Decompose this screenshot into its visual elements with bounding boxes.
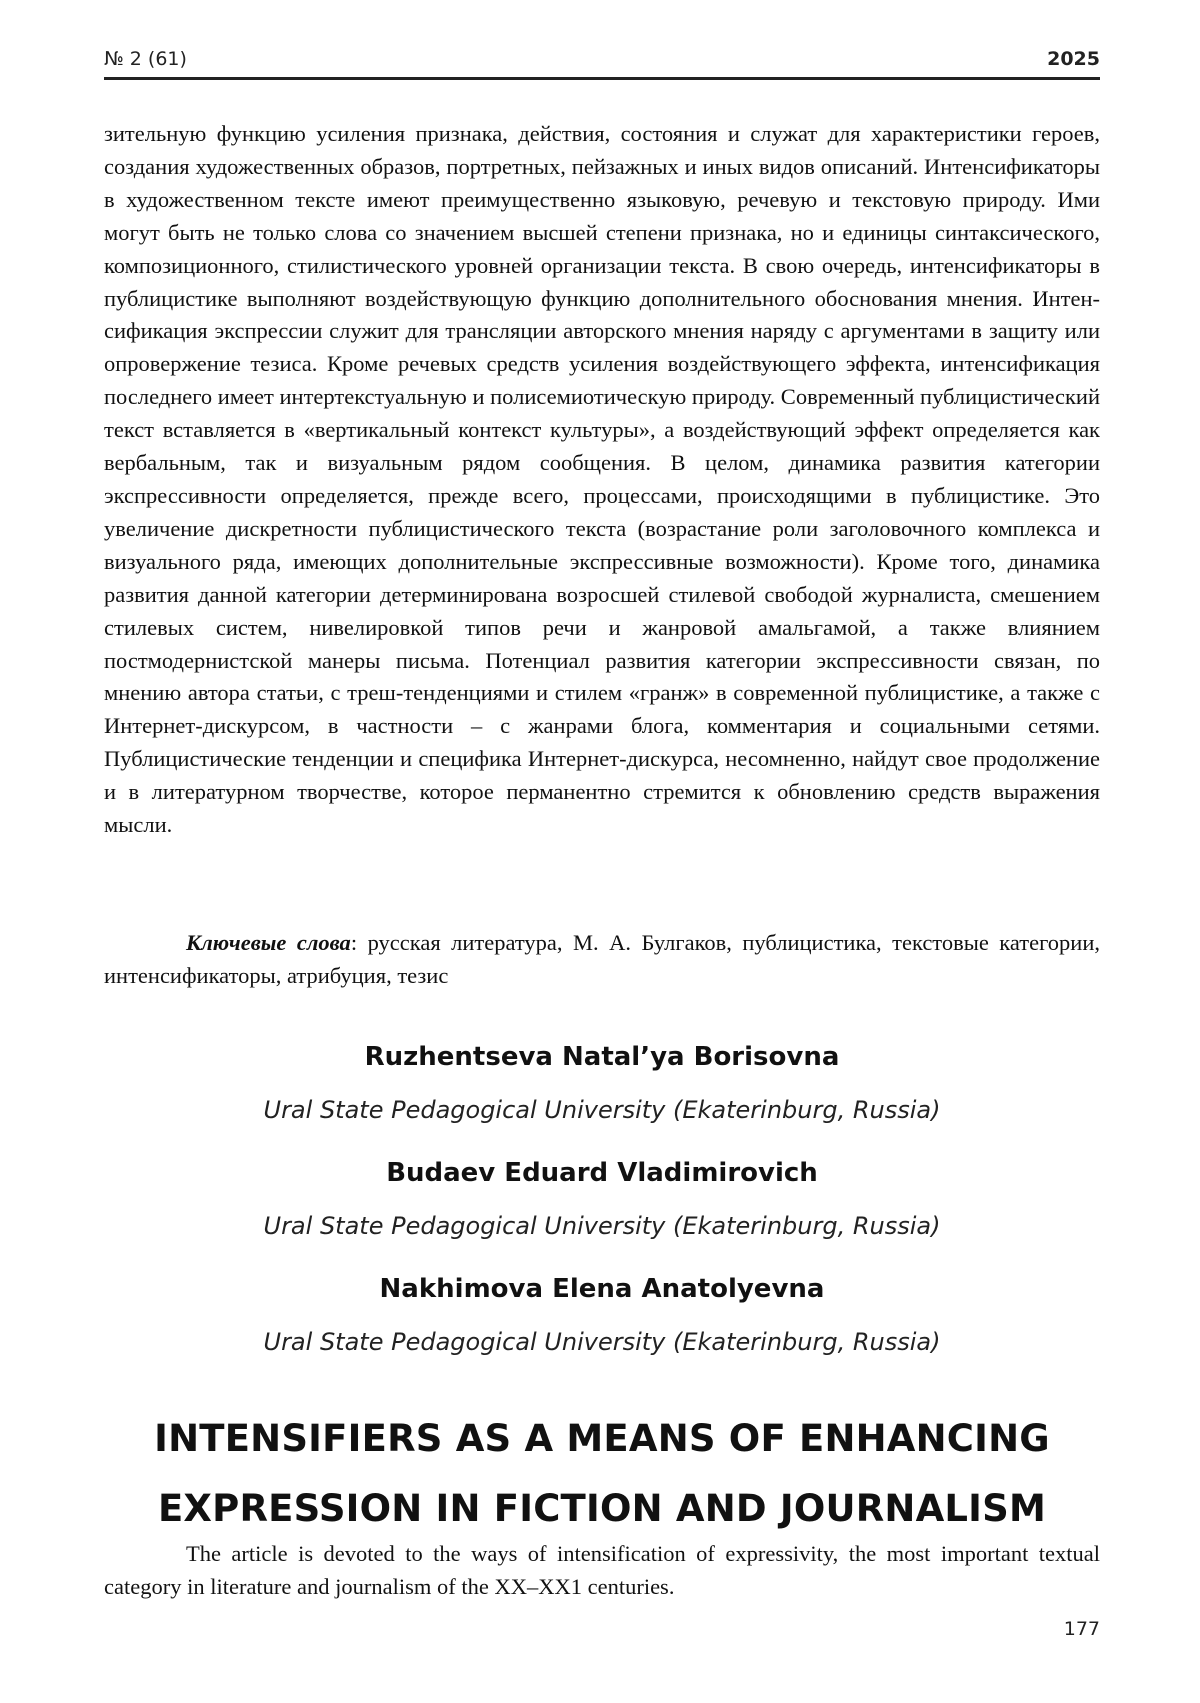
- abstract-paragraph: The article is devoted to the ways of intensification of expressivity, the most important textual category in literature and journalism of the XX–XX1 centuries.: [104, 1541, 1100, 1599]
- keywords-block: [104, 926, 1100, 992]
- page-number: 177: [1063, 1618, 1100, 1640]
- publication-year: 2025: [1047, 48, 1100, 70]
- author-affiliation: Ural State Pedagogical University (Ekaterinburg, Russia): [263, 1096, 941, 1124]
- author-name: Budaev Eduard Vladimirovich: [386, 1158, 818, 1188]
- header-rule: [104, 77, 1100, 80]
- author-affiliation: Ural State Pedagogical University (Ekaterinburg, Russia): [263, 1212, 941, 1240]
- author-name: Ruzhentseva Natal’ya Borisovna: [364, 1042, 840, 1072]
- issue-number: № 2 (61): [104, 48, 187, 70]
- keywords-text: русская литература, М. А. Булгаков, публицистика, текстовые категории, интенсификаторы, атрибуция, тезис: [104, 930, 1100, 988]
- article-title: [104, 1404, 1100, 1544]
- author-name: Nakhimova Elena Anatolyevna: [379, 1274, 825, 1304]
- keywords-separator: :: [350, 930, 358, 955]
- english-abstract: [104, 1537, 1100, 1603]
- running-header: [104, 48, 1100, 78]
- body-paragraph: зительную функцию усиления признака, действия, состояния и служат для характеристики героев, создания художественных образов, портретных, пейзажных и иных видов описаний. Интенсификаторы в художественном тексте имеют преимущественно языковую, речевую и текстовую природу. Ими могут быть не только слова со значением высшей степени признака, но и единицы синтаксического, композиционного, стилистического уровней организации текста. В свою очередь, интенсификаторы в публицистике выполняют воздействующую функцию дополнительного обоснования мнения. Интенсификация экспрессии служит для трансляции авторского мнения наряду с аргументами в защиту или опровержение тезиса. Кроме речевых средств усиления воздействующего эффекта, интенсификация последнего имеет интертекстуальную и полисемиотическую природу. Современный публицистический текст вставляется в «вертикальный контекст культуры», а воздействующий эффект определяется как вербальным, так и визуальным рядом сообщения. В целом, динамика развития категории экспрессивности определяется, прежде всего, процессами, происходящими в публицистике. Это увеличение дискретности публицистического текста (возрастание роли заголовочного комплекса и визуального ряда, имеющих дополнительные экспрессивные возможности). Кроме того, динамика развития данной категории детерминирована возросшей стилевой свободой журналиста, смешением стилевых систем, нивелировкой типов речи и жанровой амальгамой, а также влиянием постмодернистской манеры письма. Потенциал развития категории экспрессивности связан, по мнению автора статьи, с треш-тенденциями и стилем «гранж» в современной публицистике, а также с Интернет-дискурсом, в частности – с жанрами блога, комментария и социальными сетями. Публицистические тенденции и специфика Интернет-дискурса, несомненно, найдут свое продолжение и в литературном творчестве, которое перманентно стремится к обновлению средств выражения мысли.: [104, 121, 1100, 838]
- keywords-label: Ключевые слова: [186, 930, 351, 955]
- title-line-2: EXPRESSION IN FICTION AND JOURNALISM: [157, 1487, 1047, 1530]
- russian-abstract-continuation: [104, 118, 1100, 842]
- title-line-1: INTENSIFIERS AS A MEANS OF ENHANCING: [154, 1417, 1050, 1460]
- keywords-paragraph: [104, 926, 1100, 992]
- author-affiliation: Ural State Pedagogical University (Ekaterinburg, Russia): [263, 1328, 941, 1356]
